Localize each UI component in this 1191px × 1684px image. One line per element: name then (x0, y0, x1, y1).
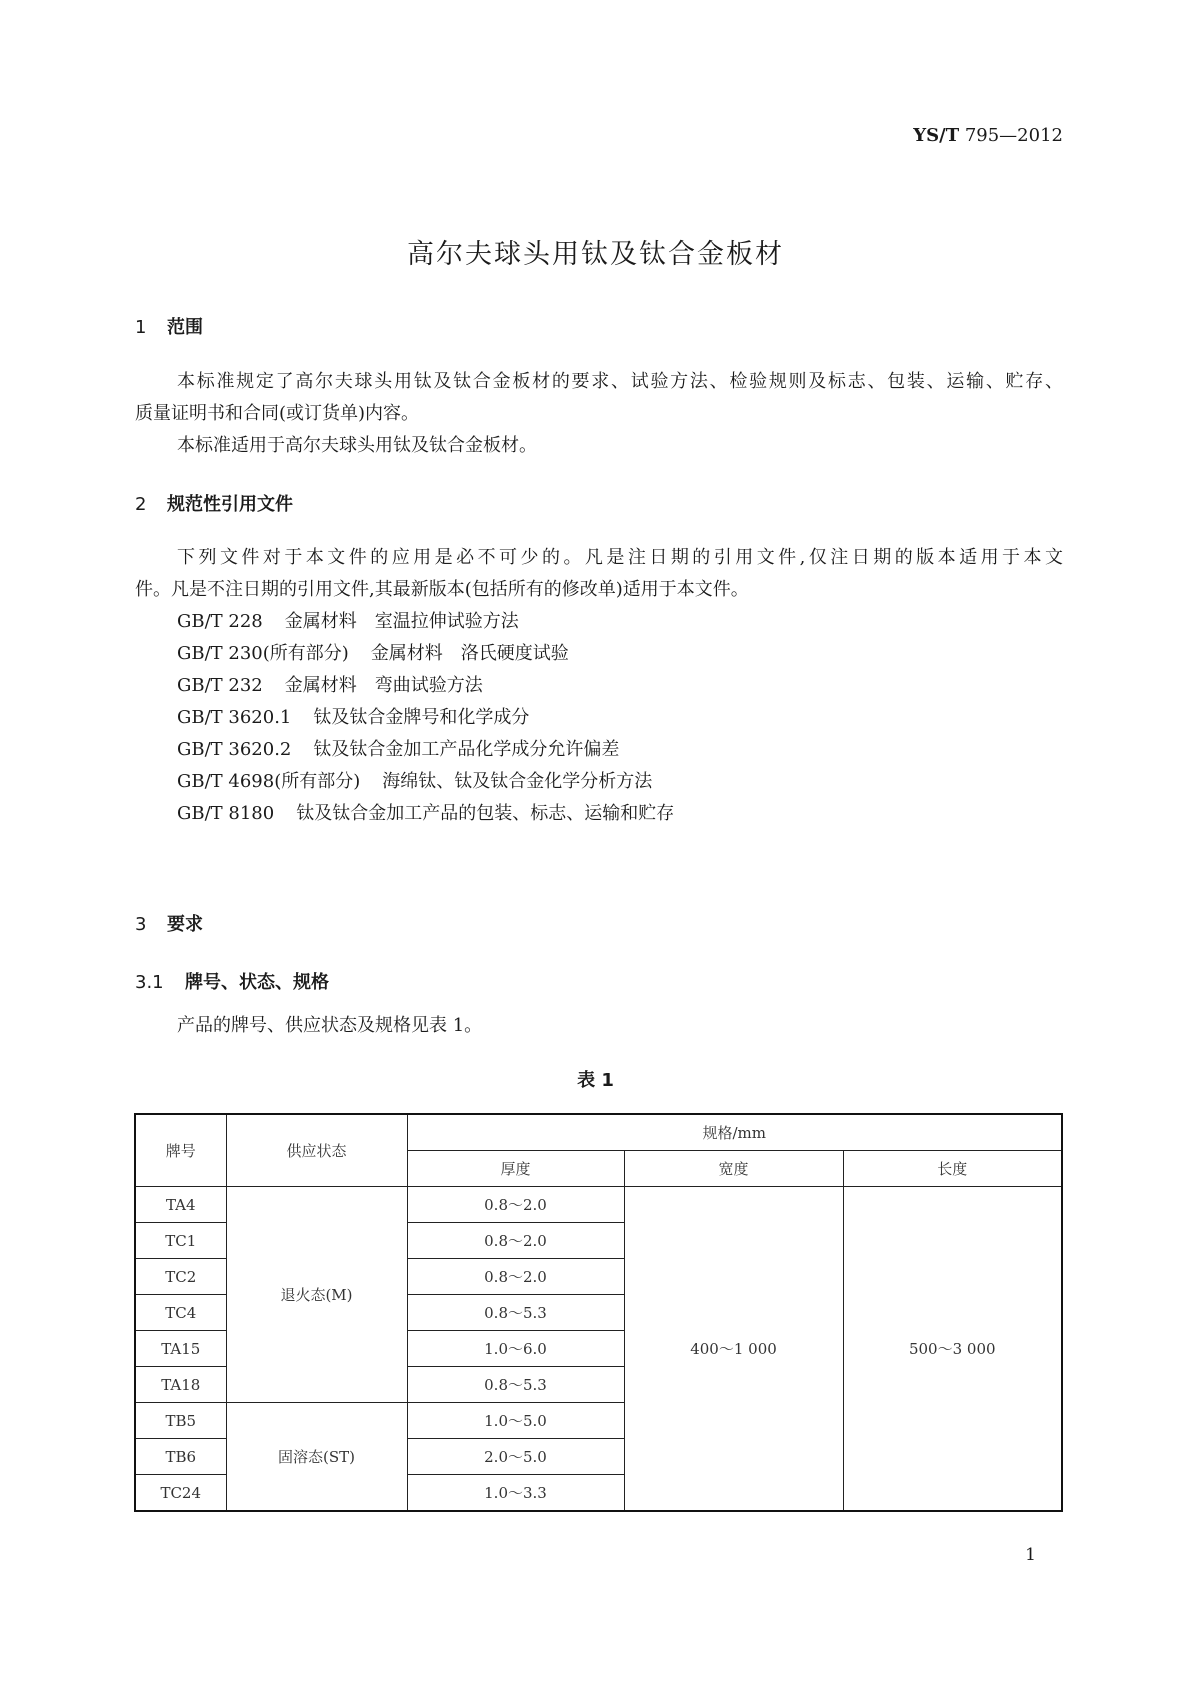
reference-code: GB/T 4698(所有部分) (177, 771, 361, 792)
section-2-heading (135, 490, 293, 516)
reference-name: 钛及钛合金加工产品的包装、标志、运输和贮存 (296, 803, 675, 824)
cell-grade: TC24 (135, 1475, 226, 1512)
document-title: 高尔夫球头用钛及钛合金板材 (407, 239, 784, 270)
table-row (135, 1187, 1062, 1223)
reference-code: GB/T 228 (177, 611, 263, 632)
reference-item (177, 734, 674, 766)
section-1-title: 范围 (167, 317, 203, 338)
reference-code: GB/T 230(所有部分) (177, 643, 349, 664)
reference-code: GB/T 8180 (177, 803, 275, 824)
section-3-1-text: 产品的牌号、供应状态及规格见表 1。 (177, 1015, 483, 1036)
header-width: 宽度 (624, 1151, 843, 1187)
header-spec: 规格/mm (407, 1114, 1062, 1151)
section-3-title: 要求 (167, 914, 203, 935)
cell-state-solution: 固溶态(ST) (226, 1403, 407, 1512)
cell-thickness: 1.0～6.0 (407, 1331, 624, 1367)
header-length: 长度 (843, 1151, 1062, 1187)
reference-name: 钛及钛合金加工产品化学成分允许偏差 (313, 739, 620, 760)
section-3-1-heading (135, 968, 329, 994)
cell-grade: TA15 (135, 1331, 226, 1367)
standard-number (913, 125, 1063, 146)
section-3-1-paragraph (135, 1010, 1063, 1042)
reference-name: 海绵钛、钛及钛合金化学分析方法 (382, 771, 653, 792)
reference-item (177, 606, 674, 638)
cell-grade: TB5 (135, 1403, 226, 1439)
spec-table (134, 1113, 1063, 1512)
cell-thickness: 0.8～5.3 (407, 1367, 624, 1403)
reference-name: 金属材料 弯曲试验方法 (284, 675, 483, 696)
cell-grade: TC2 (135, 1259, 226, 1295)
cell-grade: TA4 (135, 1187, 226, 1223)
section-3-1-title: 牌号、状态、规格 (185, 972, 329, 993)
section-1-para1-line1: 本标准规定了高尔夫球头用钛及钛合金板材的要求、试验方法、检验规则及标志、包装、运输、贮存、 (177, 371, 1063, 392)
reference-code: GB/T 3620.1 (177, 707, 292, 728)
cell-grade: TB6 (135, 1439, 226, 1475)
section-2-para-line1: 下列文件对于本文件的应用是必不可少的。凡是注日期的引用文件,仅注日期的版本适用于本文 (177, 547, 1063, 568)
section-2-paragraph (135, 542, 1063, 606)
section-1-para2: 本标准适用于高尔夫球头用钛及钛合金板材。 (177, 435, 537, 456)
section-1-number: 1 (135, 317, 147, 338)
reference-name: 金属材料 室温拉伸试验方法 (284, 611, 519, 632)
cell-thickness: 0.8～2.0 (407, 1187, 624, 1223)
page-number: 1 (1025, 1545, 1036, 1565)
reference-name: 金属材料 洛氏硬度试验 (370, 643, 569, 664)
reference-item (177, 798, 674, 830)
header-state: 供应状态 (226, 1114, 407, 1187)
section-3-1-number: 3.1 (135, 972, 164, 993)
section-3-heading (135, 910, 203, 936)
cell-grade: TA18 (135, 1367, 226, 1403)
header-grade: 牌号 (135, 1114, 226, 1187)
reference-name: 钛及钛合金牌号和化学成分 (313, 707, 530, 728)
standard-code: 795—2012 (964, 125, 1063, 146)
cell-length: 500～3 000 (843, 1187, 1062, 1512)
section-1-para1-line2: 质量证明书和合同(或订货单)内容。 (135, 403, 420, 424)
reference-code: GB/T 232 (177, 675, 263, 696)
reference-item (177, 766, 674, 798)
reference-item (177, 638, 674, 670)
cell-thickness: 1.0～3.3 (407, 1475, 624, 1512)
standard-prefix: YS/T (913, 125, 960, 146)
cell-grade: TC4 (135, 1295, 226, 1331)
table-header-row (135, 1114, 1062, 1151)
section-1-paragraph (135, 366, 1063, 462)
reference-list (177, 606, 674, 830)
section-2-title: 规范性引用文件 (167, 494, 293, 515)
cell-thickness: 0.8～2.0 (407, 1259, 624, 1295)
cell-state-annealed: 退火态(M) (226, 1187, 407, 1403)
cell-thickness: 0.8～2.0 (407, 1223, 624, 1259)
cell-width: 400～1 000 (624, 1187, 843, 1512)
reference-item (177, 670, 674, 702)
cell-thickness: 0.8～5.3 (407, 1295, 624, 1331)
section-3-number: 3 (135, 914, 147, 935)
section-1-heading (135, 313, 203, 339)
reference-item (177, 702, 674, 734)
header-thickness: 厚度 (407, 1151, 624, 1187)
section-2-para-line2: 件。凡是不注日期的引用文件,其最新版本(包括所有的修改单)适用于本文件。 (135, 579, 749, 600)
table-caption: 表 1 (577, 1070, 614, 1091)
reference-code: GB/T 3620.2 (177, 739, 292, 760)
cell-thickness: 1.0～5.0 (407, 1403, 624, 1439)
cell-thickness: 2.0～5.0 (407, 1439, 624, 1475)
section-2-number: 2 (135, 494, 147, 515)
cell-grade: TC1 (135, 1223, 226, 1259)
